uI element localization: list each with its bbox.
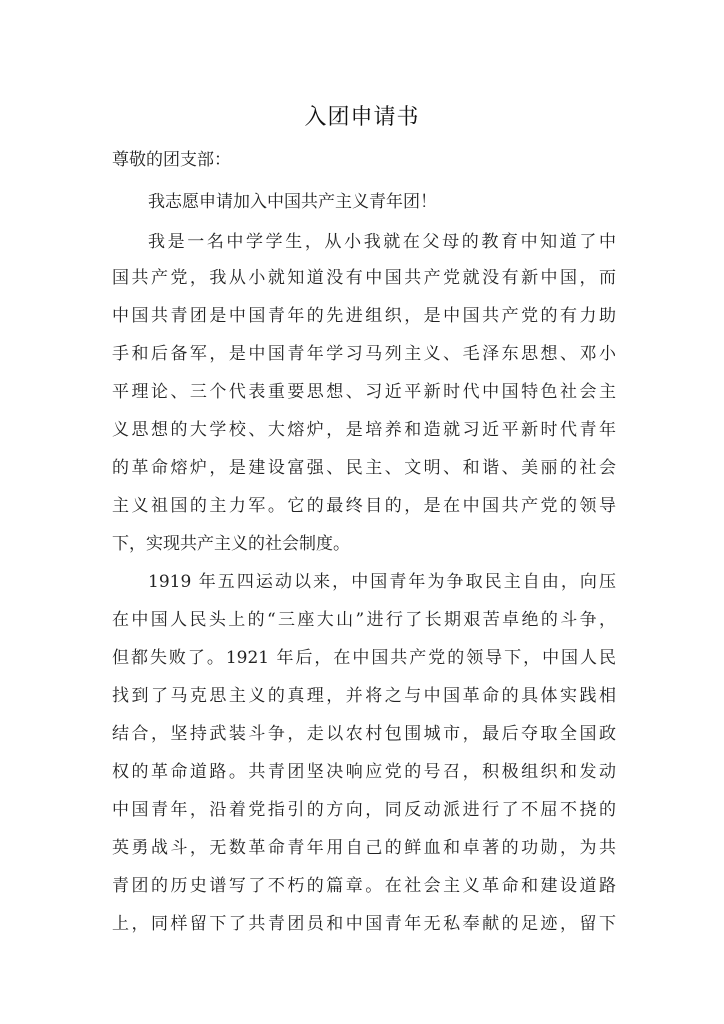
paragraph-line: 在中国人民头上的“三座大山”进行了长期艰苦卓绝的斗争， bbox=[112, 610, 616, 630]
paragraph-line: 平理论、三个代表重要思想、习近平新时代中国特色社会主 bbox=[112, 382, 616, 402]
paragraph-line: 国共产党，我从小就知道没有中国共产党就没有新中国，而 bbox=[112, 268, 616, 288]
paragraph-line: 我是一名中学学生，从小我就在父母的教育中知道了中 bbox=[148, 232, 616, 252]
paragraph-line: 1919 年五四运动以来，中国青年为争取民主自由，向压 bbox=[148, 572, 616, 592]
paragraph-line: 我志愿申请加入中国共产主义青年团！ bbox=[148, 192, 437, 212]
document-title: 入团申请书 bbox=[304, 105, 420, 130]
paragraph-line: 英勇战斗，无数革命青年用自己的鲜血和卓著的功勋，为共 bbox=[112, 838, 616, 858]
paragraph-line: 中国青年，沿着党指引的方向，同反动派进行了不屈不挠的 bbox=[112, 800, 616, 820]
paragraph-line: 主义祖国的主力军。它的最终目的，是在中国共产党的领导 bbox=[112, 496, 616, 516]
paragraph-line: 结合，坚持武装斗争，走以农村包围城市，最后夺取全国政 bbox=[112, 724, 616, 744]
paragraph-line: 上，同样留下了共青团员和中国青年无私奉献的足迹，留下 bbox=[112, 914, 616, 934]
paragraph-line: 手和后备军，是中国青年学习马列主义、毛泽东思想、邓小 bbox=[112, 344, 616, 364]
paragraph-line: 义思想的大学校、大熔炉，是培养和造就习近平新时代青年 bbox=[112, 420, 616, 440]
paragraph-line: 的革命熔炉，是建设富强、民主、文明、和谐、美丽的社会 bbox=[112, 458, 616, 478]
paragraph-line: 下，实现共产主义的社会制度。 bbox=[112, 534, 350, 554]
paragraph-line: 中国共青团是中国青年的先进组织，是中国共产党的有力助 bbox=[112, 306, 616, 326]
paragraph-line: 但都失败了。1921 年后，在中国共产党的领导下，中国人民 bbox=[112, 648, 616, 668]
paragraph-line: 青团的历史谱写了不朽的篇章。在社会主义革命和建设道路 bbox=[112, 876, 616, 896]
paragraph-line: 找到了马克思主义的真理，并将之与中国革命的具体实践相 bbox=[112, 686, 616, 706]
salutation: 尊敬的团支部： bbox=[112, 150, 231, 170]
paragraph-line: 权的革命道路。共青团坚决响应党的号召，积极组织和发动 bbox=[112, 762, 616, 782]
